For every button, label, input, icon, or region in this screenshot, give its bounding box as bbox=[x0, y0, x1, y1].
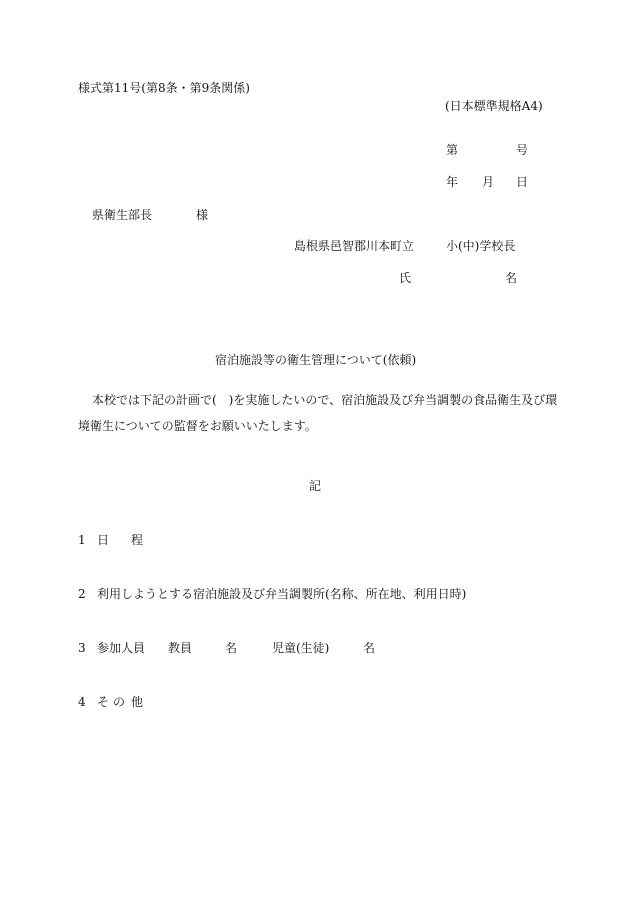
body-line-1: 本校では下記の計画で( )を実施したいので、宿泊施設及び弁当調製の食品衛生及び環 bbox=[92, 393, 558, 407]
recipient-title: 県衛生部長 bbox=[92, 208, 153, 222]
item-3-students-unit: 名 bbox=[363, 641, 376, 655]
ki-heading: 記 bbox=[309, 479, 322, 493]
item-1-label-a: 日 bbox=[97, 533, 110, 547]
item-2-label: 利用しようとする宿泊施設及び弁当調製所(名称、所在地、利用日時) bbox=[97, 587, 467, 601]
sender-address: 島根県邑智郡川本町立 bbox=[294, 239, 415, 253]
date-month: 月 bbox=[482, 175, 495, 189]
item-1-label-b: 程 bbox=[131, 533, 144, 547]
item-4-label-c: 他 bbox=[131, 695, 144, 709]
document-number-prefix: 第 bbox=[446, 143, 459, 157]
item-4-label-a: そ bbox=[97, 695, 110, 709]
sender-name-left: 氏 bbox=[399, 271, 412, 285]
document-number-suffix: 号 bbox=[516, 143, 529, 157]
sender-school: 小(中)学校長 bbox=[446, 239, 516, 253]
item-3-teachers: 教員 bbox=[168, 641, 193, 655]
item-3-teachers-unit: 名 bbox=[225, 641, 238, 655]
body-line-2: 境衛生についての監督をお願いいたします。 bbox=[78, 419, 317, 433]
date-day: 日 bbox=[516, 175, 529, 189]
item-4-label-b: の bbox=[113, 695, 126, 709]
item-1-number: 1 bbox=[78, 533, 86, 547]
form-number: 様式第11号(第8条・第9条関係) bbox=[78, 81, 250, 95]
item-3-number: 3 bbox=[78, 641, 86, 655]
item-2-number: 2 bbox=[78, 587, 86, 601]
date-year: 年 bbox=[446, 175, 459, 189]
item-4-number: 4 bbox=[78, 695, 86, 709]
paper-size-note: (日本標準規格A4) bbox=[445, 99, 543, 113]
subject-title: 宿泊施設等の衛生管理について(依頼) bbox=[215, 353, 417, 367]
sender-name-right: 名 bbox=[505, 271, 518, 285]
recipient-honorific: 様 bbox=[196, 208, 209, 222]
item-3-label: 参加人員 bbox=[97, 641, 146, 655]
item-3-students: 児童(生徒) bbox=[272, 641, 330, 655]
